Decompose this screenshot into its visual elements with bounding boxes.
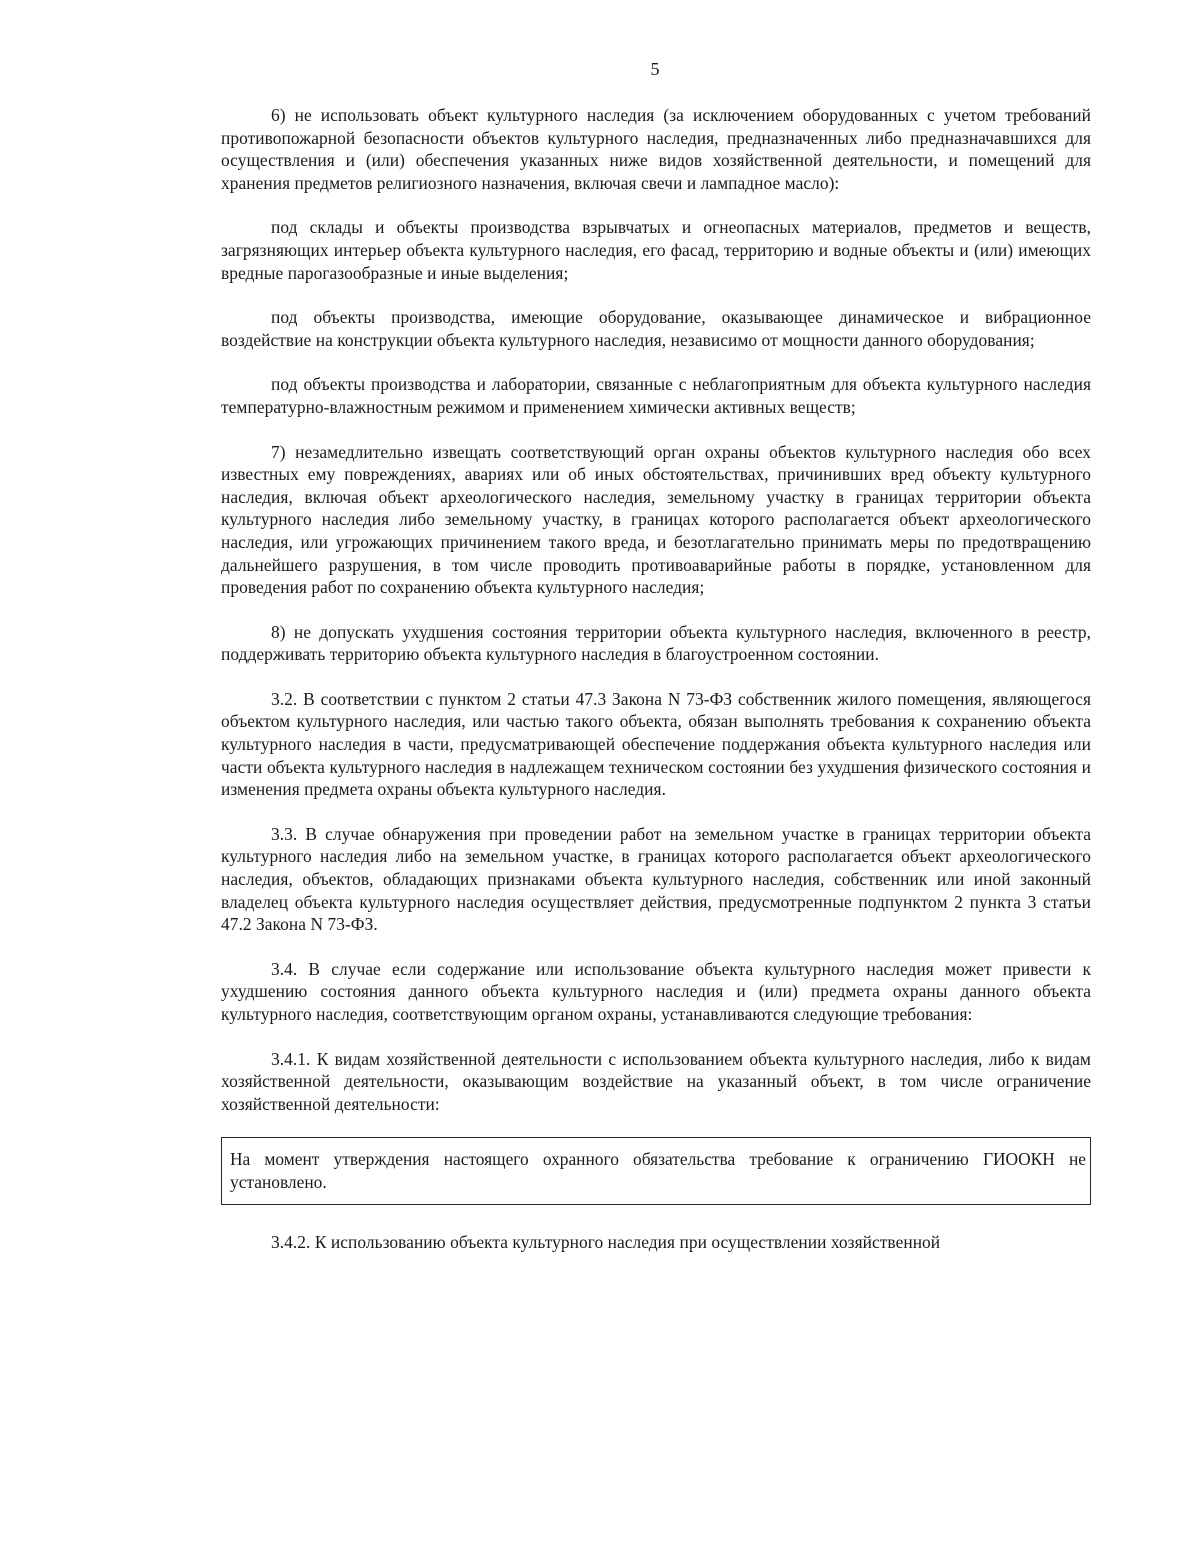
paragraph-3-3: 3.3. В случае обнаружения при проведении работ на земельном участке в границах территории объекта культурного наследия либо на земельном участке, в границах которого располагается объект археологического наследия, объектов, обладающих признаками объекта культурного наследия, собственник или иной законный владелец объекта культурного наследия осуществляет действия, предусмотренные подпунктом 2 пункта 3 статьи 47.2 Закона N 73-ФЗ. [221, 823, 1091, 935]
document-body [221, 104, 1091, 1254]
paragraph-3-4-2: 3.4.2. К использованию объекта культурного наследия при осуществлении хозяйственной [271, 1232, 941, 1253]
paragraph-item-8: 8) не допускать ухудшения состояния территории объекта культурного наследия, включенного в реестр, поддерживать территорию объекта культурного наследия в благоустроенном состоянии. [221, 621, 1091, 665]
paragraph-3-4: 3.4. В случае если содержание или использование объекта культурного наследия может привести к ухудшению состояния данного объекта культурного наследия и (или) предмета охраны данного объекта культурного наследия, соответствующим органом охраны, устанавливаются следующие требования: [221, 958, 1091, 1024]
boxed-note: На момент утверждения настоящего охранного обязательства требование к ограничению ГИООКН не установлено. [221, 1137, 1091, 1205]
paragraph-3-4-1: 3.4.1. К видам хозяйственной деятельности с использованием объекта культурного наследия, либо к видам хозяйственной деятельности, оказывающим воздействие на указанный объект, в том числе ограничение хозяйственной деятельности: [221, 1048, 1091, 1114]
page-number: 5 [650, 59, 660, 79]
paragraph-item-6: 6) не использовать объект культурного наследия (за исключением оборудованных с учетом требований противопожарной безопасности объектов культурного наследия, предназначенных либо предназначавшихся для осуществления и (или) обеспечения указанных ниже видов хозяйственной деятельности, и помещений для хранения предметов религиозного назначения, включая свечи и лампадное масло): [221, 105, 1091, 193]
paragraph-warehouses: под склады и объекты производства взрывчатых и огнеопасных материалов, предметов и веществ, загрязняющих интерьер объекта культурного наследия, его фасад, территорию и водные объекты и (или) имеющих вредные парогазообразные и иные выделения; [221, 217, 1091, 283]
paragraph-production-equipment: под объекты производства, имеющие оборудование, оказывающее динамическое и вибрационное воздействие на конструкции объекта культурного наследия, независимо от мощности данного оборудования; [221, 307, 1091, 350]
paragraph-item-7: 7) незамедлительно извещать соответствующий орган охраны объектов культурного наследия обо всех известных ему повреждениях, авариях или об иных обстоятельствах, причинивших вред объекту культурного наследия, включая объект археологического наследия, земельному участку в границах территории объекта культурного наследия либо земельному участку, в границах которого располагается объект археологического наследия, или угрожающих причинением такого вреда, и безотлагательно принимать меры по предотвращению дальнейшего разрушения, в том числе проводить противоаварийные работы в порядке, установленном для проведения работ по сохранению объекта культурного наследия; [221, 441, 1091, 598]
paragraph-3-2: 3.2. В соответствии с пунктом 2 статьи 47.3 Закона N 73-ФЗ собственник жилого помещения, являющегося объектом культурного наследия, или частью такого объекта, обязан выполнять требования к сохранению объекта культурного наследия в части, предусматривающей обеспечение поддержания объекта культурного наследия или части объекта культурного наследия в надлежащем техническом состоянии без ухудшения физического состояния и изменения предмета охраны объекта культурного наследия. [221, 688, 1091, 800]
paragraph-laboratories: под объекты производства и лаборатории, связанные с неблагоприятным для объекта культурного наследия температурно-влажностным режимом и применением химически активных веществ; [221, 374, 1091, 417]
